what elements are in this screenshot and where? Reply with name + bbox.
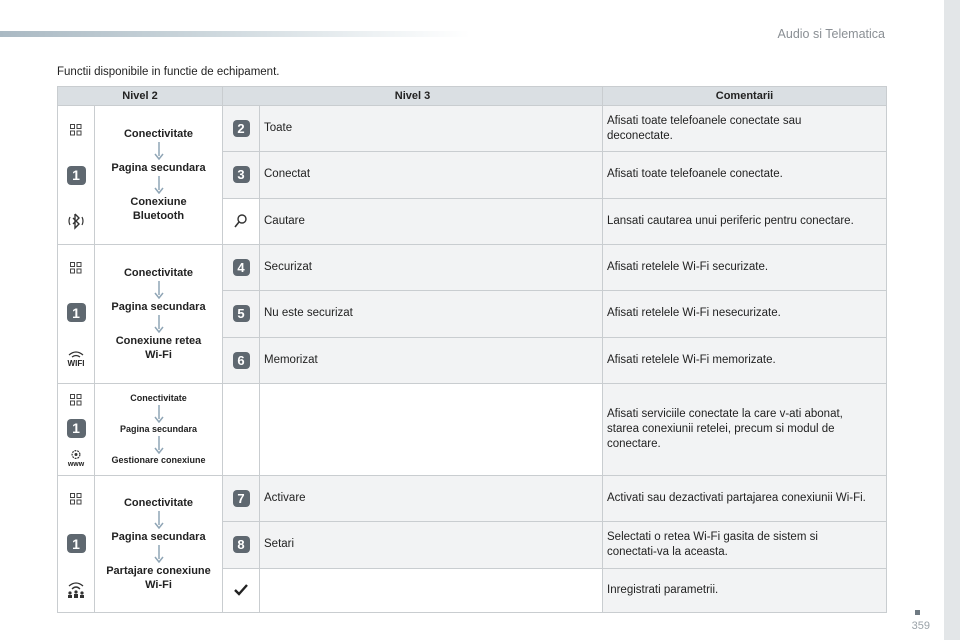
level3-badge-cell — [223, 291, 260, 337]
grid-icon — [65, 257, 87, 279]
level3-badge-cell — [223, 245, 260, 291]
step-badge: 2 — [233, 120, 250, 137]
level3-icon-cell — [223, 198, 260, 244]
section-title: Audio si Telematica — [777, 27, 885, 41]
arrow-down-icon — [154, 176, 164, 194]
navigation-path — [95, 393, 222, 466]
grid-icon — [65, 119, 87, 141]
level3-badge-cell — [223, 522, 260, 568]
path-step: Conexiune retea Wi-Fi — [115, 335, 202, 361]
path-step: Partajare conexiune Wi-Fi — [106, 565, 211, 591]
gear-www-icon — [65, 446, 87, 470]
table-row — [58, 245, 887, 291]
navigation-path-cell — [95, 106, 223, 245]
hotspot-icon — [65, 578, 87, 600]
arrow-down-icon — [154, 315, 164, 333]
comment-cell: Selectati o retea Wi-Fi gasita de sistem si conectati-va la aceasta. — [603, 522, 887, 568]
path-step: Pagina secundara — [111, 301, 206, 313]
comment-cell: Afisati retelele Wi-Fi securizate. — [603, 245, 887, 291]
step-badge: 4 — [233, 259, 250, 276]
table-row — [58, 384, 887, 476]
path-step: Conectivitate — [123, 497, 194, 509]
path-step: Pagina secundara — [111, 531, 206, 543]
comment-cell: Afisati toate telefoanele conectate. — [603, 152, 887, 198]
navigation-path — [95, 496, 222, 592]
level3-cell: Toate — [260, 106, 603, 152]
arrow-down-icon — [154, 436, 164, 454]
level3-icon-cell — [223, 568, 260, 612]
path-step: Conectivitate — [130, 393, 187, 403]
level3-badge-cell — [223, 476, 260, 522]
wifi-icon-label: WIFI — [67, 358, 85, 368]
level3-badge-cell — [223, 152, 260, 198]
navigation-path-cell — [95, 384, 223, 476]
grid-icon — [65, 389, 87, 411]
page-edge-strip — [944, 0, 960, 640]
step-badge: 6 — [233, 352, 250, 369]
path-step: Pagina secundara — [111, 162, 206, 174]
arrow-down-icon — [154, 405, 164, 423]
level3-cell: Cautare — [260, 198, 603, 244]
path-step: Gestionare conexiune — [111, 455, 206, 465]
comment-cell: Afisati retelele Wi-Fi memorizate. — [603, 337, 887, 383]
wifi-icon — [65, 347, 87, 371]
group-icons-cell — [58, 476, 95, 613]
step-badge: 5 — [233, 305, 250, 322]
level3-badge-cell — [223, 106, 260, 152]
grid-icon — [65, 488, 87, 510]
intro-text: Functii disponibile in functie de echipament. — [57, 66, 280, 78]
level3-cell: Securizat — [260, 245, 603, 291]
level3-cell — [260, 568, 603, 612]
comment-cell: Afisati retelele Wi-Fi nesecurizate. — [603, 291, 887, 337]
level3-cell: Activare — [260, 476, 603, 522]
group-icons-cell — [58, 384, 95, 476]
level3-cell: Memorizat — [260, 337, 603, 383]
navigation-path-cell — [95, 476, 223, 613]
www-icon-label: www — [67, 460, 85, 468]
comment-cell: Inregistrati parametrii. — [603, 568, 887, 612]
search-icon — [230, 210, 252, 232]
path-step: Conexiune Bluetooth — [130, 196, 187, 222]
header-comentarii: Comentarii — [603, 87, 887, 106]
path-step: Conectivitate — [123, 267, 194, 279]
step-badge: 8 — [233, 536, 250, 553]
navigation-path — [95, 266, 222, 362]
step-badge: 3 — [233, 166, 250, 183]
navigation-path — [95, 127, 222, 223]
bluetooth-icon — [65, 210, 87, 232]
step-badge: 1 — [67, 303, 86, 322]
header-nivel-2: Nivel 2 — [58, 87, 223, 106]
group-icons-cell — [58, 106, 95, 245]
path-step: Pagina secundara — [119, 424, 198, 434]
navigation-path-cell — [95, 245, 223, 384]
path-step: Conectivitate — [123, 128, 194, 140]
level3-badge-cell — [223, 384, 260, 476]
step-badge: 1 — [67, 166, 86, 185]
arrow-down-icon — [154, 142, 164, 160]
arrow-down-icon — [154, 511, 164, 529]
table-row — [58, 106, 887, 152]
arrow-down-icon — [154, 545, 164, 563]
header-accent-bar — [0, 31, 470, 37]
table-row — [58, 476, 887, 522]
comment-cell: Activati sau dezactivati partajarea conexiunii Wi-Fi. — [603, 476, 887, 522]
level3-cell — [260, 384, 603, 476]
level3-badge-cell — [223, 337, 260, 383]
comment-cell: Lansati cautarea unui periferic pentru conectare. — [603, 198, 887, 244]
checkmark-icon — [230, 579, 252, 601]
header-nivel-3: Nivel 3 — [223, 87, 603, 106]
page-number: 359 — [911, 620, 930, 632]
comment-cell: Afisati toate telefoanele conectate sau deconectate. — [603, 106, 887, 152]
page-marker — [915, 610, 920, 615]
arrow-down-icon — [154, 281, 164, 299]
group-icons-cell — [58, 245, 95, 384]
level3-cell: Setari — [260, 522, 603, 568]
step-badge: 7 — [233, 490, 250, 507]
step-badge: 1 — [67, 534, 86, 553]
step-badge: 1 — [67, 419, 86, 438]
level3-cell: Conectat — [260, 152, 603, 198]
function-table — [57, 86, 887, 613]
level3-cell: Nu este securizat — [260, 291, 603, 337]
table-header-row — [58, 87, 887, 106]
comment-cell: Afisati serviciile conectate la care v-ati abonat, starea conexiunii retelei, precum si modul de conectare. — [603, 384, 887, 476]
